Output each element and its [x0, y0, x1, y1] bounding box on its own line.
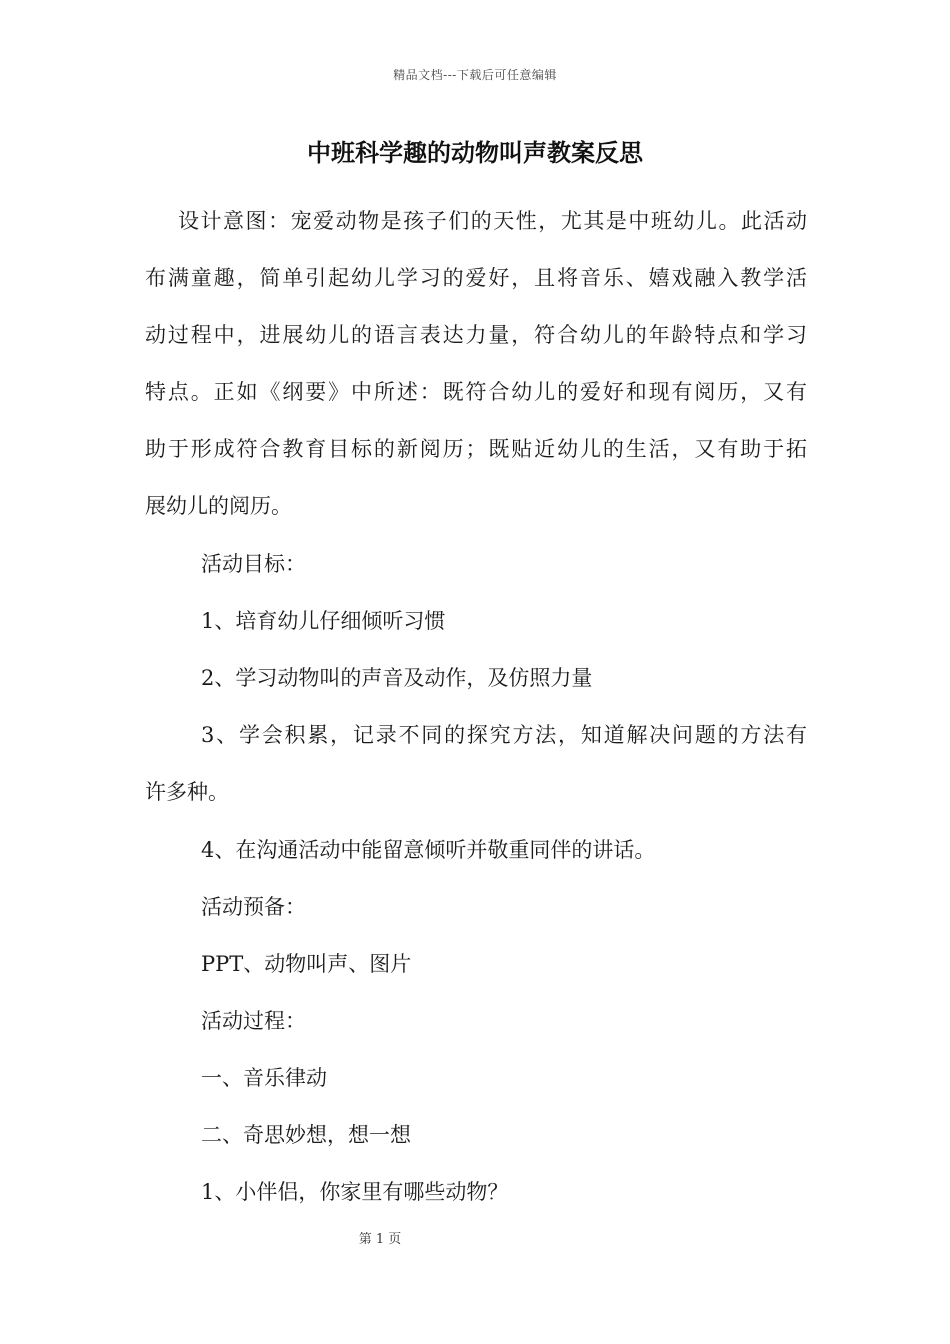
intro-line-2: 布满童趣，简单引起幼儿学习的爱好，且将音乐、嬉戏融入教学活 — [145, 266, 807, 290]
document-title: 中班科学趣的动物叫声教案反思 — [307, 138, 643, 167]
process-heading: 活动过程： — [201, 1009, 306, 1033]
intro-line-3: 动过程中，进展幼儿的语言表达力量，符合幼儿的年龄特点和学习 — [145, 323, 807, 347]
goal-item-3-line-2: 许多种。 — [145, 780, 229, 804]
intro-line-4: 特点。正如《纲要》中所述：既符合幼儿的爱好和现有阅历，又有 — [145, 380, 807, 404]
intro-line-5: 助于形成符合教育目标的新阅历；既贴近幼儿的生活，又有助于拓 — [145, 437, 807, 461]
goal-item-4: 4、在沟通活动中能留意倾听并敬重同伴的讲话。 — [201, 838, 656, 862]
goal-item-2: 2、学习动物叫的声音及动作，及仿照力量 — [201, 666, 593, 690]
goal-item-3-line-1: 3、学会积累，记录不同的探究方法，知道解决问题的方法有 — [201, 723, 807, 747]
goals-heading: 活动目标： — [201, 552, 306, 576]
page-number: 第 1 页 — [358, 1232, 402, 1247]
process-step-2: 二、奇思妙想，想一想 — [201, 1123, 411, 1147]
goal-item-1: 1、培育幼儿仔细倾听习惯 — [201, 609, 446, 633]
process-step-1: 一、音乐律动 — [201, 1066, 327, 1090]
intro-line-1: 设计意图：宠爱动物是孩子们的天性，尤其是中班幼儿。此活动 — [178, 209, 807, 233]
process-step-2-question-1: 1、小伴侣，你家里有哪些动物？ — [201, 1180, 509, 1204]
intro-line-6: 展幼儿的阅历。 — [145, 494, 292, 518]
prep-items: PPT、动物叫声、图片 — [201, 952, 412, 976]
prep-heading: 活动预备： — [201, 895, 306, 919]
page-header: 精品文档---下载后可任意编辑 — [393, 68, 557, 82]
